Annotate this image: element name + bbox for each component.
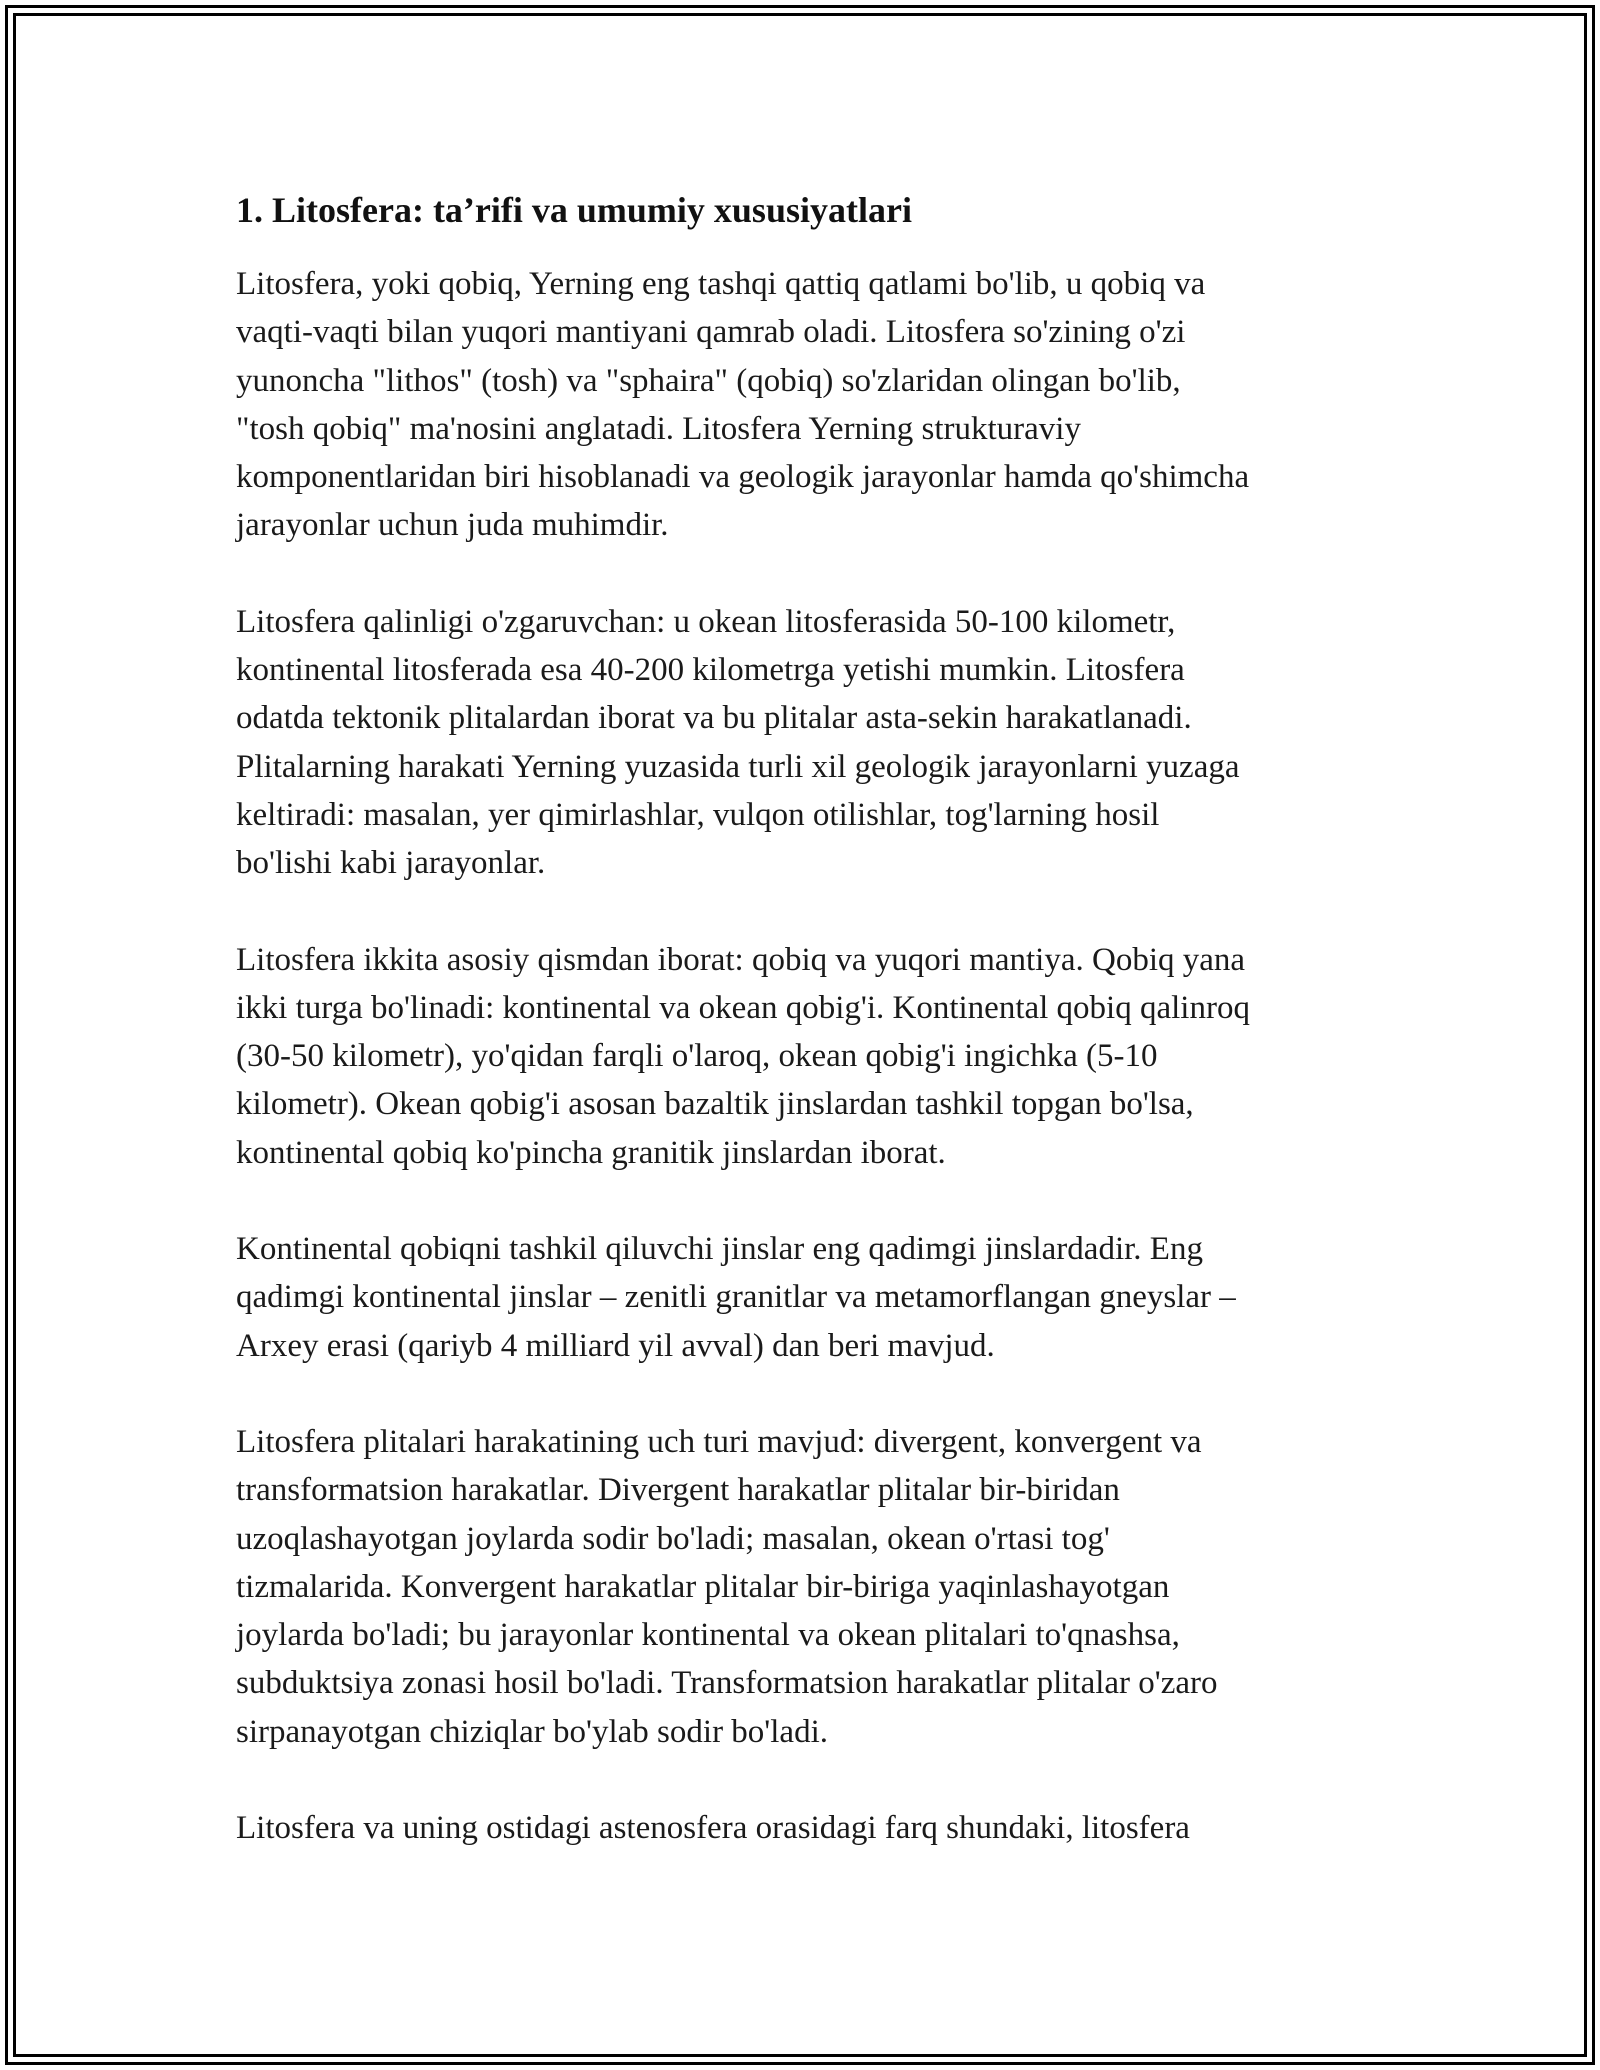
paragraph-definition: Litosfera, yoki qobiq, Yerning eng tashqi qattiq qatlami bo'lib, u qobiq va vaqti-vaqti bilan yuqori mantiyani qamrab oladi. Litosfera so'zining o'zi yunoncha "lithos" (tosh) va "sphaira" (qobiq) so'zlaridan olingan bo'lib, "tosh qobiq" ma'nosini anglatadi. Litosfera Yerning strukturaviy komponentlaridan biri hisoblanadi va geologik jarayonlar hamda qo'shimcha jarayonlar uchun juda muhimdir. <box>236 266 1250 544</box>
document-body <box>236 186 1376 1900</box>
paragraph-asthenosphere: Litosfera va uning ostidagi astenosfera orasidagi farq shundaki, litosfera <box>236 1810 1190 1847</box>
paragraph-plate-movements: Litosfera plitalari harakatining uch turi mavjud: divergent, konvergent va transformatsion harakatlar. Divergent harakatlar plitalar bir-biridan uzoqlashayotgan joylarda sodir bo'ladi; masalan, okean o'rtasi tog' tizmalarida. Konvergent harakatlar plitalar bir-biriga yaqinlashayotgan joylarda bo'ladi; bu jarayonlar kontinental va okean plitalari to'qnashsa, subduktsiya zonasi hosil bo'ladi. Transformatsion harakatlar plitalar o'zaro sirpanayotgan chiziqlar bo'ylab sodir bo'ladi. <box>236 1423 1218 1750</box>
section-heading: 1. Litosfera: ta’rifi va umumiy xususiyatlari <box>236 190 912 230</box>
paragraph-structure: Litosfera ikkita asosiy qismdan iborat: qobiq va yuqori mantiya. Qobiq yana ikki turga bo'linadi: kontinental va okean qobig'i. Kontinental qobiq qalinroq (30-50 kilometr), yo'qidan farqli o'laroq, okean qobig'i ingichka (5-10 kilometr). Okean qobig'i asosan bazaltik jinslardan tashkil topgan bo'lsa, kontinental qobiq ko'pincha granitik jinslardan iborat. <box>236 941 1250 1171</box>
paragraph-ancient-rocks: Kontinental qobiqni tashkil qiluvchi jinslar eng qadimgi jinslardadir. Eng qadimgi kontinental jinslar – zenitli granitlar va metamorflangan gneyslar – Arxey erasi (qariyb 4 milliard yil avval) dan beri mavjud. <box>236 1231 1236 1364</box>
paragraph-thickness: Litosfera qalinligi o'zgaruvchan: u okean litosferasida 50-100 kilometr, kontinental litosferada esa 40-200 kilometrga yetishi mumkin. Litosfera odatda tektonik plitalardan iborat va bu plitalar asta-sekin harakatlanadi. Plitalarning harakati Yerning yuzasida turli xil geologik jarayonlarni yuzaga keltiradi: masalan, yer qimirlashlar, vulqon otilishlar, tog'larning hosil bo'lishi kabi jarayonlar. <box>236 603 1240 882</box>
